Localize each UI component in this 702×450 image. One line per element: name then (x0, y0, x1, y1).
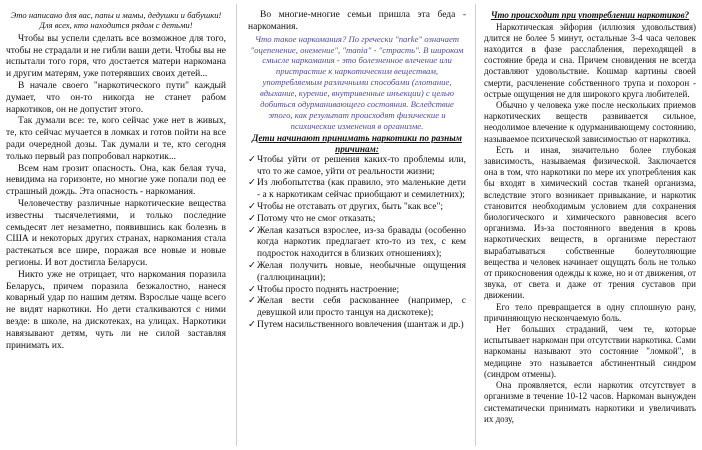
reason-item (248, 214, 466, 226)
reason-text: Путем насильственного вовлечения (шантаж и др.) (257, 319, 464, 330)
reason-text: Чтобы просто поднять настроение; (257, 284, 400, 295)
paragraph: Так думали все: те, кого сейчас уже нет в живых, те, кто сейчас мучается в ломках и готов пойти на все ради очередной дозы. Так думали и те, кто сегодня только первый раз попробовал наркотик... (6, 116, 226, 162)
reason-item (248, 178, 466, 202)
checkmark-icon: ✓ (248, 319, 256, 330)
paragraph: Есть и иная, значительно более глубокая зависимость, называемая физической. Заключается она в том, что наркотики по мере их употребления как бы входят в химический состав тканей организма, вследствие этого возникает привыкание, и наркотик становится необходимым условием для сохранения биологического и химического равновесия всего организма. Из-за постоянного введения в кровь наркотических веществ, в организме перестают вырабатываться собственные болеутоляющие вещества и человек начинает ощущать боль не только от прикосновения одежды к коже, но и от движения, от звука, от света и даже от трения суставов при движении. (484, 144, 696, 301)
column-right (478, 0, 702, 450)
checkmark-icon: ✓ (248, 154, 256, 165)
reasons-heading: Дети начинают принимать наркотики по разным причинам: (252, 132, 462, 154)
paragraph: Его тело превращается в одну сплошную рану, причиняющую нескончаемую боль. (484, 301, 696, 323)
reason-text: Желая вести себя раскованнее (например, с девушкой или просто танцуя на дискотеке); (257, 296, 466, 319)
checkmark-icon: ✓ (248, 284, 256, 295)
reason-item (248, 261, 466, 285)
paragraph: Обычно у человека уже после нескольких приемов наркотических веществ развивается сильное, неодолимое влечение к одурманивающему состоянию, называемое психической зависимостью от наркотика. (484, 100, 696, 144)
intro-text: Это написано для вас, папы и мамы, дедушки и бабушки! Для всех, кто находится рядом с детьми! (10, 10, 222, 31)
paragraph: Наркотическая эйфория (иллюзия удовольствия) длится не более 5 минут, остальные 3-4 часа человек находится в фазе расслабления, переходящей в состояние бреда и сна. Причем сновидения не всегда доставляют удовольствие. Кошмар картины своей смерти, расчленение собственного трупа и похорон - острые ощущения не для широкого круга любителей. (484, 21, 696, 99)
effects-heading: Что происходит при употреблении наркотиков? (490, 10, 690, 20)
reason-text: Чтобы уйти от решения каких-то проблемы или, что то же самое, уйти от реальности жизни; (257, 154, 466, 177)
checkmark-icon: ✓ (248, 213, 256, 224)
paragraph: Чтобы вы успели сделать все возможное для того, чтобы не страдали и не гибли ваши дети. Чтобы вы не испытали того горя, что достается матери наркомана и другим матерям, уже потерявших своих детей... (6, 33, 226, 80)
reason-text: Желая получить новые, необычные ощущения (галлюцинации); (257, 260, 466, 283)
paragraph: Всем нам грозит опасность. Она, как белая туча, невидима на горизонте, но многие уже попали под ее страшный дождь. Эта опасность - наркомания. (6, 163, 226, 198)
column-middle (240, 0, 472, 450)
reason-item (248, 155, 466, 179)
definition-text: Что такое наркомания? По гречески "narke" означает "оцепенение, онемение", "mania" - "страсть". В широком смысле наркомания - это болезненное влечение или пристрастие к наркотическим веществам, употребляемым различными способами (глотание, вдыхание, курение, внутривенные инъекции) с целью добиться одурманивающего состояния. Вследствие этого, как результат происходят физические и психические изменения в организме. (250, 33, 464, 131)
reason-item (248, 285, 466, 297)
paragraph: Никто уже не отрицает, что наркомания поразила Беларусь, причем поразила безжалостно, нанеся коварный удар по нашим детям. Взрослые чаще всего не видят наркотики. Но дети сталкиваются с ними везде: в школе, на дискотеках, на улицах. Наркотики навязывают детям, чуть ли не силой заставляя принимать их. (6, 269, 226, 351)
checkmark-icon: ✓ (248, 296, 256, 307)
paragraph: Человечеству различные наркотические вещества известны тысячелетиями, и только последние семьдесят лет незаметно, появившись как болезнь в США и некоторых других странах, наркомания стала растекаться все шире, поражая все новые и новые регионы. И вот достигла Беларуси. (6, 198, 226, 268)
reason-text: Чтобы не отставать от других, быть "как все"; (257, 201, 443, 212)
reason-text: Из любопытства (как правило, это маленькие дети - а к наркотикам сейчас приобщают и семилетних); (257, 178, 466, 201)
checkmark-icon: ✓ (248, 260, 256, 271)
lead-paragraph: Во многие-многие семьи пришла эта беда - наркомания. (248, 10, 466, 32)
column-divider (236, 4, 237, 446)
reason-text: Желая казаться взрослее, из-за бравады (особенно когда наркотик предлагает кто-то из тех, с кем подросток находится в близких отношениях); (257, 225, 466, 260)
paragraph: В начале своего "наркотического пути" каждый думает, что он-то никогда не станет рабом наркотиков, он не допустит этого. (6, 81, 226, 115)
reason-item (248, 226, 466, 261)
column-divider (475, 4, 476, 446)
checkmark-icon: ✓ (248, 201, 256, 212)
checkmark-icon: ✓ (248, 225, 256, 236)
paragraph: Она проявляется, если наркотик отсутствует в организме в течение 10-12 часов. Наркоман вынужден систематически принимать наркотики и увеличивать их дозу, (484, 380, 696, 424)
checkmark-icon: ✓ (248, 178, 256, 189)
reason-item (248, 296, 466, 320)
reason-text: Потому что не смог отказать; (257, 213, 376, 224)
column-left (0, 0, 233, 450)
reason-item (248, 202, 466, 214)
paragraph: Нет больших страданий, чем те, которые испытывает наркоман при отсутствии наркотика. Сами наркоманы называют это состояние "ломкой", в медицине это называется абстинентный синдром (синдром отмены). (484, 324, 696, 379)
reason-item (248, 320, 466, 332)
